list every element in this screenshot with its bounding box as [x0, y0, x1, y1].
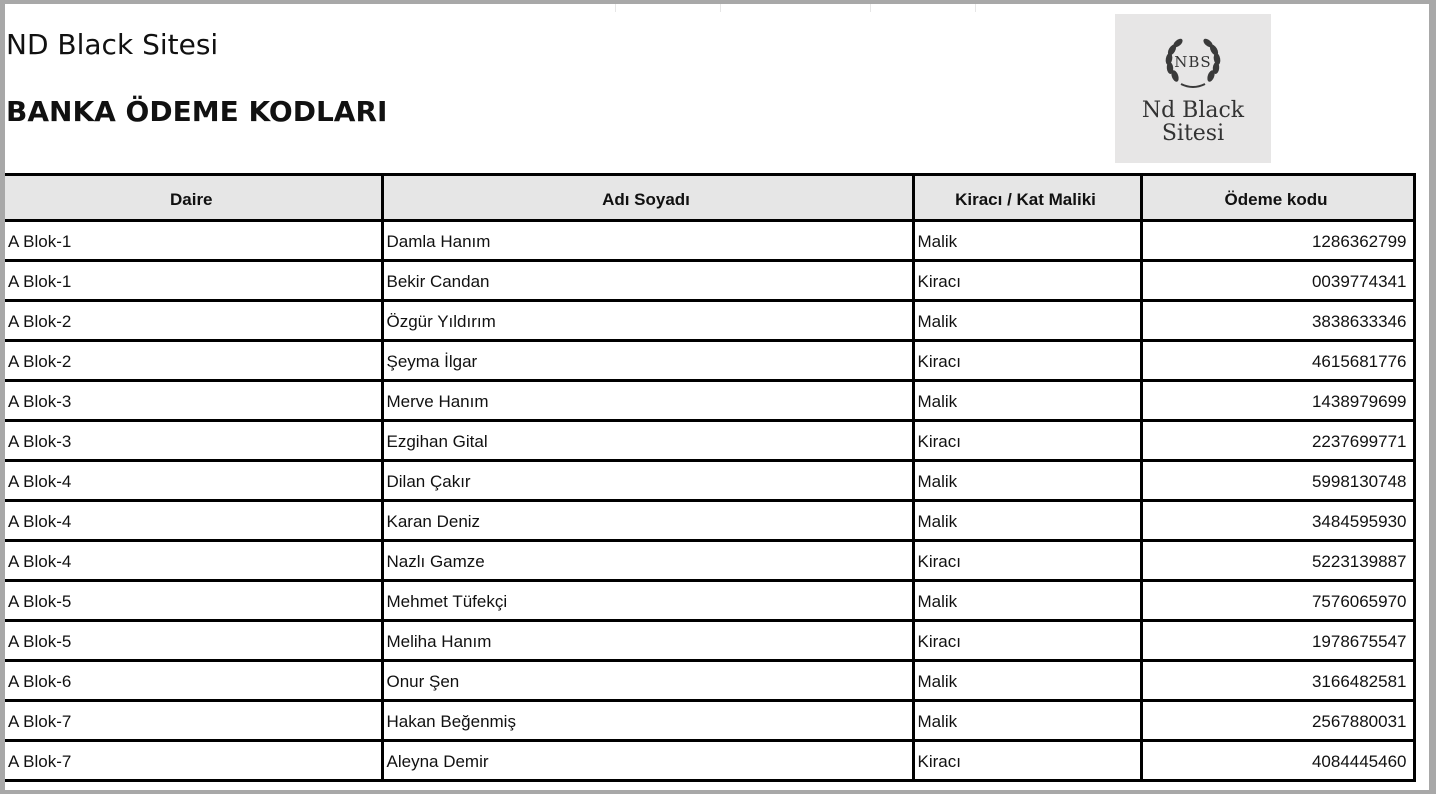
- table-row: [5, 741, 1414, 781]
- cell-code: 3838633346: [1141, 301, 1414, 341]
- cell-name: Damla Hanım: [382, 221, 913, 261]
- table-row: [5, 461, 1414, 501]
- cell-code: 1286362799: [1141, 221, 1414, 261]
- cell-daire: A Blok-2: [5, 301, 382, 341]
- table-header-row: [5, 175, 1414, 221]
- table-row: [5, 701, 1414, 741]
- cell-type: Kiracı: [913, 261, 1141, 301]
- column-header-name: Adı Soyadı: [382, 175, 913, 221]
- table-row: [5, 301, 1414, 341]
- cell-name: Mehmet Tüfekçi: [382, 581, 913, 621]
- table-row: [5, 501, 1414, 541]
- cell-daire: A Blok-4: [5, 541, 382, 581]
- cell-name: Özgür Yıldırım: [382, 301, 913, 341]
- cell-code: 0039774341: [1141, 261, 1414, 301]
- cell-code: 4084445460: [1141, 741, 1414, 781]
- cell-daire: A Blok-7: [5, 741, 382, 781]
- logo-monogram: NBS: [1174, 53, 1212, 71]
- cell-daire: A Blok-7: [5, 701, 382, 741]
- cell-daire: A Blok-1: [5, 261, 382, 301]
- cell-type: Kiracı: [913, 541, 1141, 581]
- logo-line-1: Nd Black: [1141, 98, 1245, 123]
- cell-daire: A Blok-3: [5, 381, 382, 421]
- cell-daire: A Blok-2: [5, 341, 382, 381]
- cell-code: 7576065970: [1141, 581, 1414, 621]
- cell-name: Bekir Candan: [382, 261, 913, 301]
- cell-type: Kiracı: [913, 741, 1141, 781]
- cell-daire: A Blok-5: [5, 581, 382, 621]
- cell-code: 2237699771: [1141, 421, 1414, 461]
- cell-code: 3484595930: [1141, 501, 1414, 541]
- cell-daire: A Blok-3: [5, 421, 382, 461]
- site-logo: [1115, 14, 1271, 163]
- cell-name: Ezgihan Gital: [382, 421, 913, 461]
- cell-name: Karan Deniz: [382, 501, 913, 541]
- column-header-daire: Daire: [5, 175, 382, 221]
- table-row: [5, 621, 1414, 661]
- cell-code: 5223139887: [1141, 541, 1414, 581]
- cell-type: Kiracı: [913, 341, 1141, 381]
- cell-name: Dilan Çakır: [382, 461, 913, 501]
- cell-code: 4615681776: [1141, 341, 1414, 381]
- table-row: [5, 261, 1414, 301]
- sheet-gridline: [975, 4, 976, 12]
- cell-code: 1978675547: [1141, 621, 1414, 661]
- cell-name: Şeyma İlgar: [382, 341, 913, 381]
- logo-line-2: Sitesi: [1161, 121, 1225, 146]
- cell-name: Nazlı Gamze: [382, 541, 913, 581]
- table-row: [5, 581, 1414, 621]
- sheet-gridline: [615, 4, 616, 12]
- cell-type: Malik: [913, 221, 1141, 261]
- cell-name: Onur Şen: [382, 661, 913, 701]
- sheet-gridline: [720, 4, 721, 12]
- cell-code: 3166482581: [1141, 661, 1414, 701]
- cell-type: Malik: [913, 301, 1141, 341]
- cell-type: Malik: [913, 661, 1141, 701]
- table-row: [5, 341, 1414, 381]
- cell-name: Meliha Hanım: [382, 621, 913, 661]
- cell-daire: A Blok-6: [5, 661, 382, 701]
- cell-type: Malik: [913, 461, 1141, 501]
- payment-codes-table: [5, 173, 1416, 782]
- cell-daire: A Blok-4: [5, 461, 382, 501]
- sheet-gridline: [870, 4, 871, 12]
- cell-name: Merve Hanım: [382, 381, 913, 421]
- cell-code: 5998130748: [1141, 461, 1414, 501]
- table-row: [5, 381, 1414, 421]
- cell-code: 1438979699: [1141, 381, 1414, 421]
- cell-type: Malik: [913, 501, 1141, 541]
- cell-type: Malik: [913, 701, 1141, 741]
- column-header-code: Ödeme kodu: [1141, 175, 1414, 221]
- cell-name: Hakan Beğenmiş: [382, 701, 913, 741]
- page-title: BANKA ÖDEME KODLARI: [6, 95, 388, 128]
- table-row: [5, 221, 1414, 261]
- site-name: ND Black Sitesi: [6, 28, 219, 61]
- table-row: [5, 541, 1414, 581]
- cell-code: 2567880031: [1141, 701, 1414, 741]
- table-row: [5, 421, 1414, 461]
- cell-daire: A Blok-4: [5, 501, 382, 541]
- cell-name: Aleyna Demir: [382, 741, 913, 781]
- cell-type: Kiracı: [913, 421, 1141, 461]
- cell-type: Malik: [913, 381, 1141, 421]
- cell-type: Malik: [913, 581, 1141, 621]
- column-header-type: Kiracı / Kat Maliki: [913, 175, 1141, 221]
- cell-type: Kiracı: [913, 621, 1141, 661]
- table-row: [5, 661, 1414, 701]
- cell-daire: A Blok-5: [5, 621, 382, 661]
- cell-daire: A Blok-1: [5, 221, 382, 261]
